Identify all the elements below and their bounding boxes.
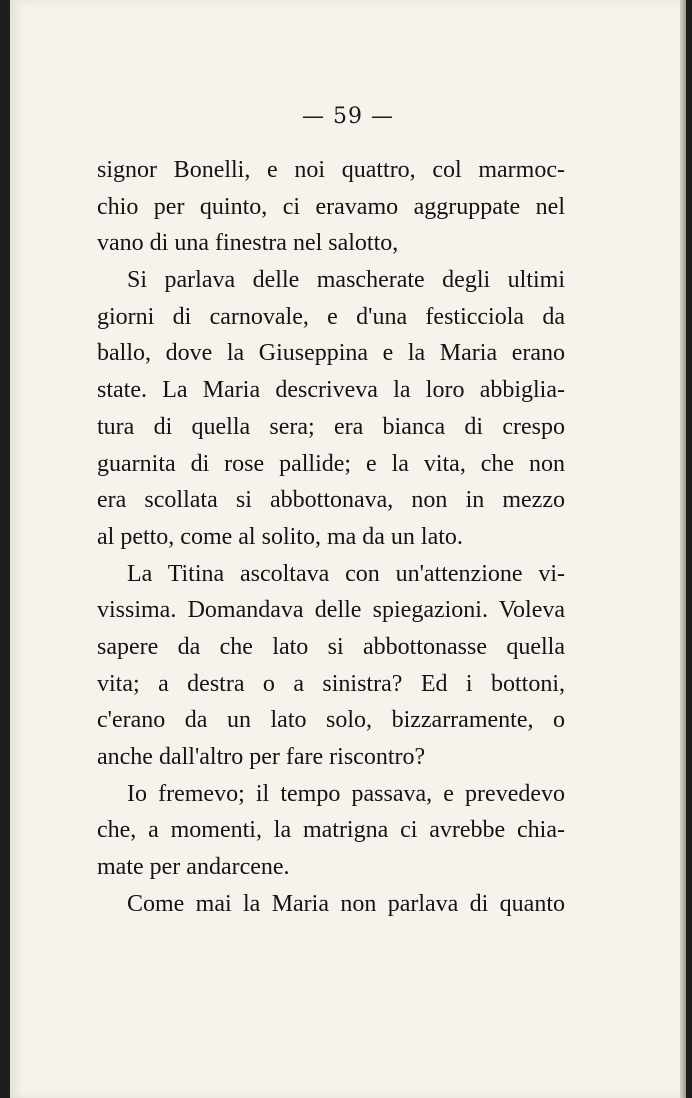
text-line: al petto, come al solito, ma da un lato. bbox=[97, 523, 463, 550]
book-page bbox=[10, 0, 686, 1098]
text-line: sapere da che lato si abbottonasse quella bbox=[97, 633, 565, 660]
text-line: vano di una finestra nel salotto, bbox=[97, 230, 399, 257]
text-line: signor Bonelli, e noi quattro, col marmoc- bbox=[97, 157, 565, 183]
text-line: ballo, dove la Giuseppina e la Maria erano bbox=[97, 340, 565, 367]
page-number: — 59 — bbox=[302, 104, 394, 129]
text-line: mate per andarcene. bbox=[97, 854, 290, 881]
text-line: vissima. Domandava delle spiegazioni. Voleva bbox=[97, 597, 565, 624]
text-line: anche dall'altro per fare riscontro? bbox=[97, 744, 426, 770]
text-line: state. La Maria descriveva la loro abbiglia- bbox=[97, 377, 565, 404]
body-text bbox=[97, 152, 565, 922]
text-line: che, a momenti, la matrigna ci avrebbe chia- bbox=[97, 817, 565, 844]
text-line: c'erano da un lato solo, bizzarramente, o bbox=[97, 707, 565, 734]
text-line: chio per quinto, ci eravamo aggruppate nel bbox=[97, 193, 565, 220]
text-line: guarnita di rose pallide; e la vita, che non bbox=[97, 450, 565, 477]
text-line: Come mai la Maria non parlava di quanto bbox=[127, 890, 565, 917]
text-line: Io fremevo; il tempo passava, e prevedevo bbox=[127, 780, 565, 807]
text-line: era scollata si abbottonava, non in mezzo bbox=[97, 487, 565, 514]
text-line: giorni di carnovale, e d'una festicciola da bbox=[97, 303, 565, 330]
page-edge bbox=[680, 0, 686, 1098]
text-line: Si parlava delle mascherate degli ultimi bbox=[127, 267, 565, 294]
text-line: La Titina ascoltava con un'attenzione vi- bbox=[127, 560, 565, 587]
text-line: tura di quella sera; era bianca di crespo bbox=[97, 413, 565, 440]
text-line: vita; a destra o a sinistra? Ed i bottoni, bbox=[97, 670, 565, 697]
